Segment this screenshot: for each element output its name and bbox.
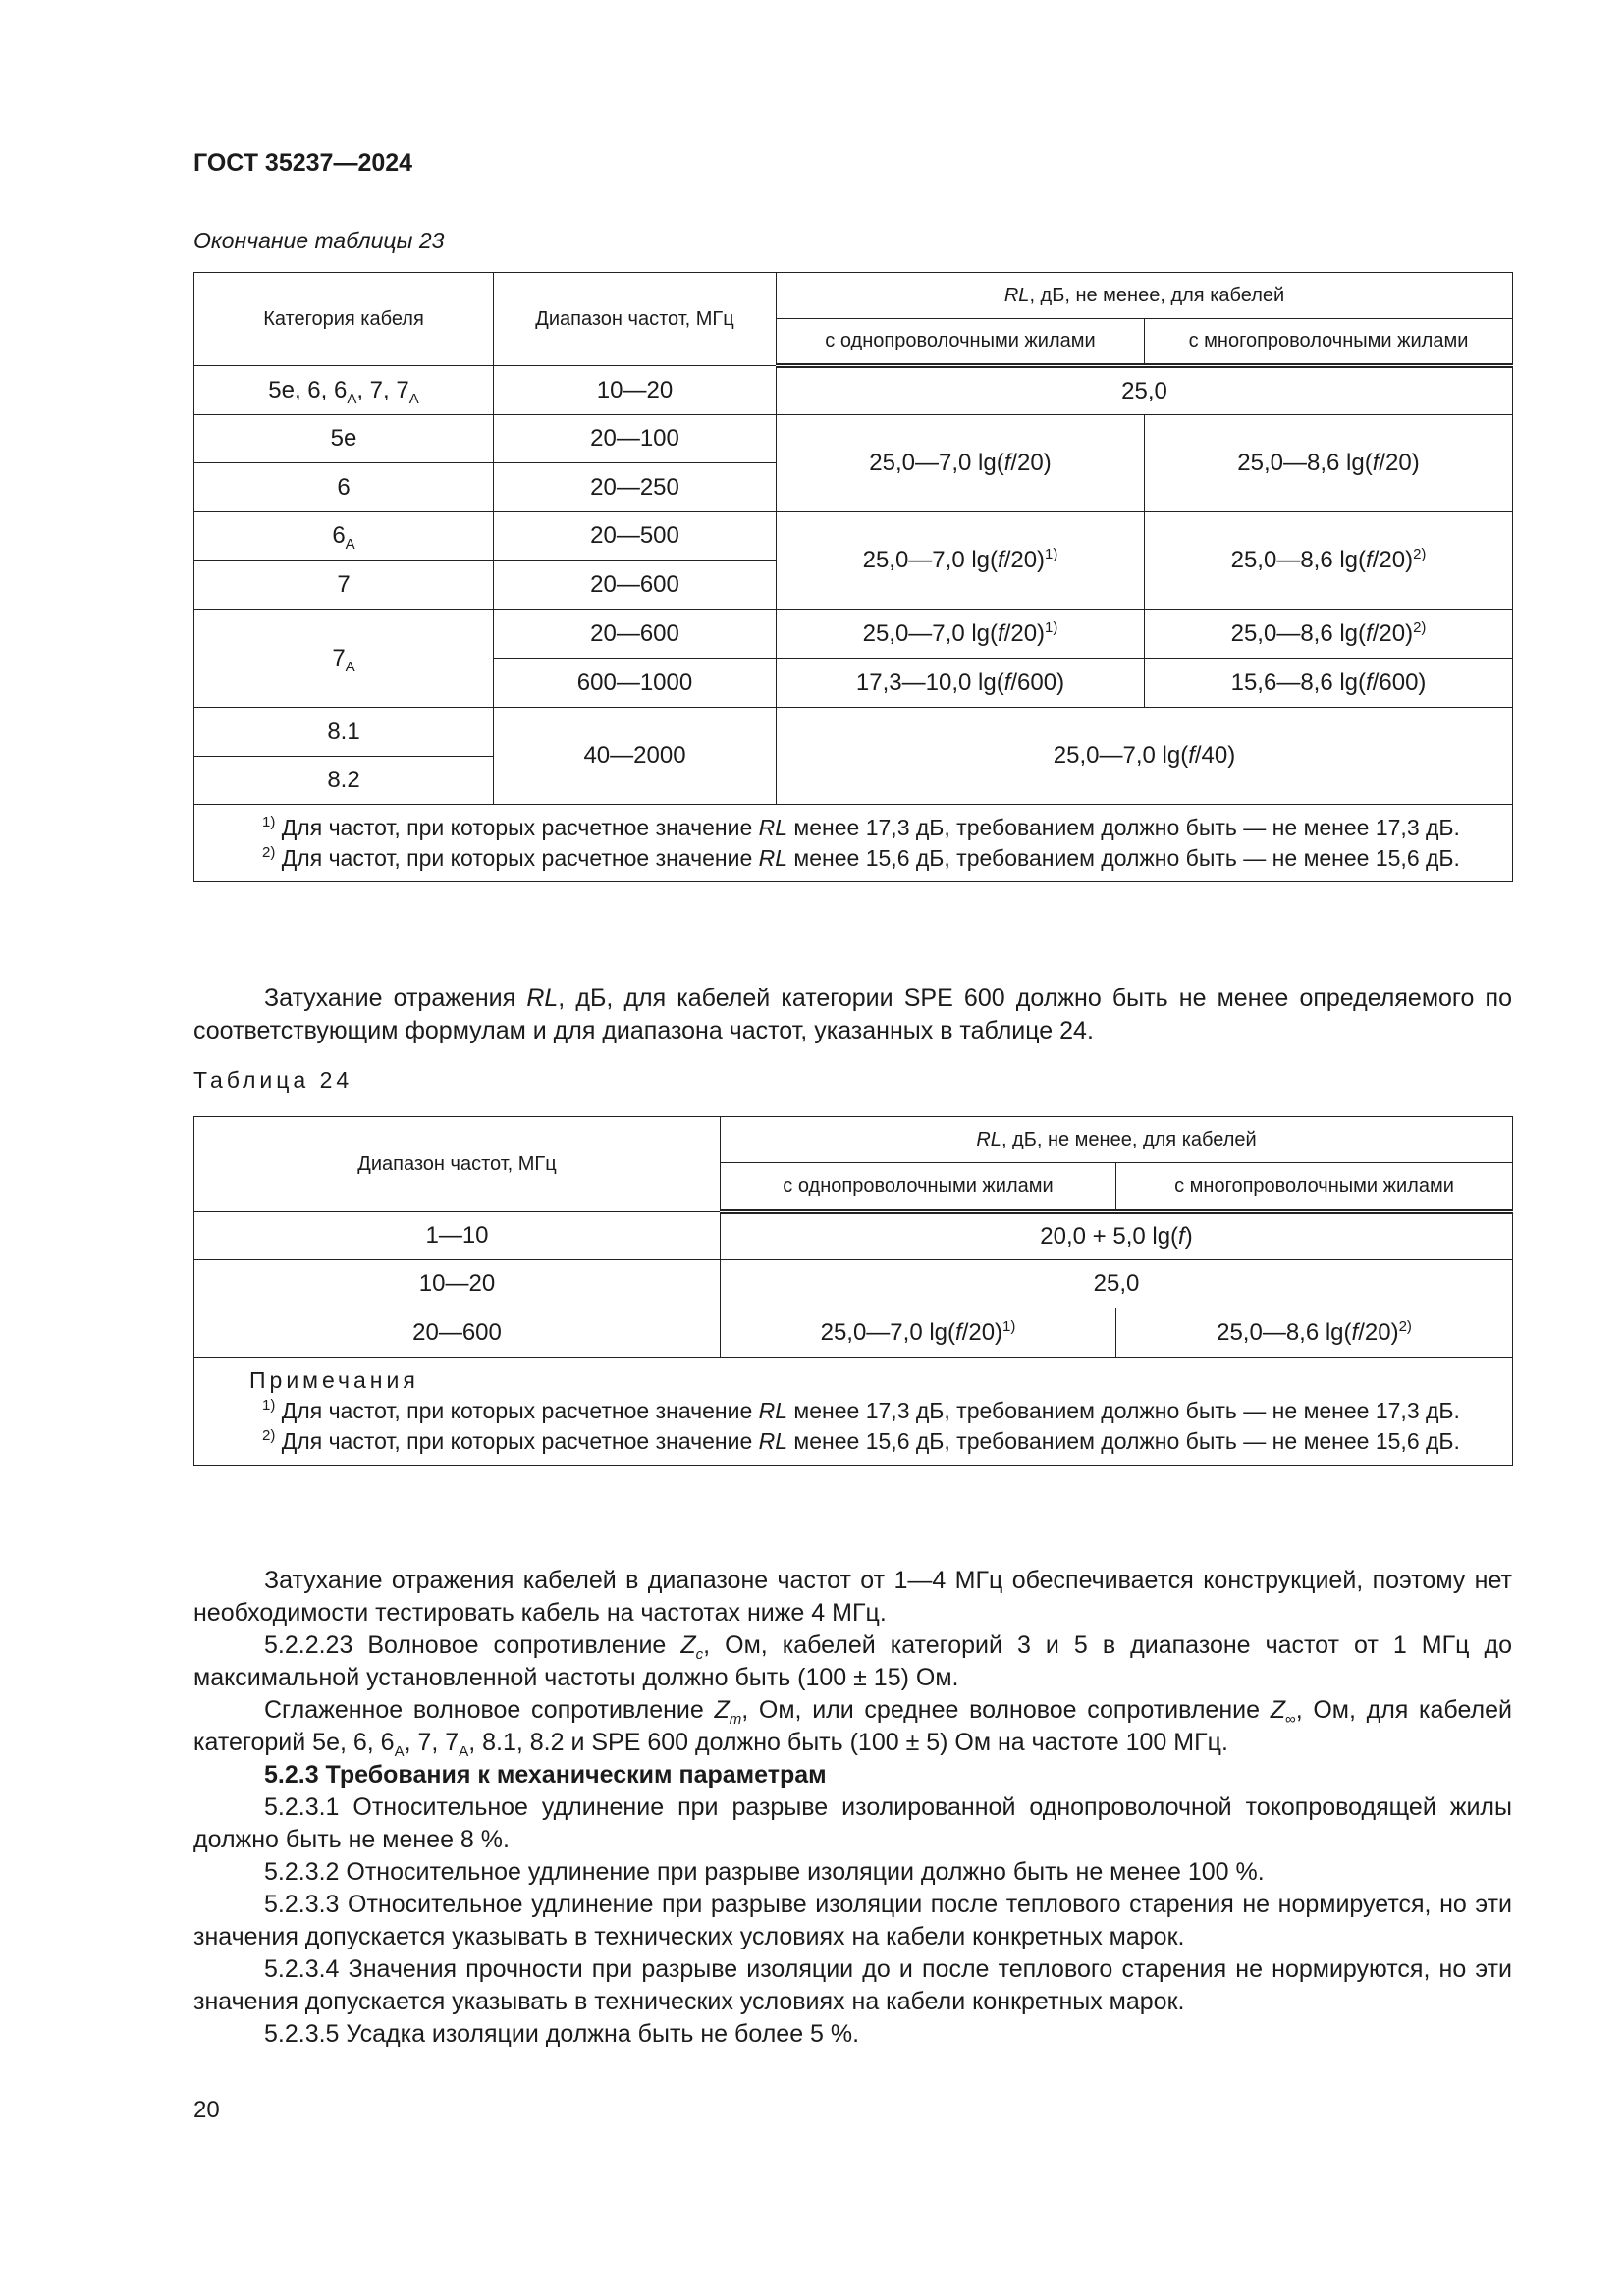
table-cell: 20—600 <box>194 1308 721 1358</box>
table-23-header-solid: с однопроволочными жилами <box>777 319 1145 366</box>
table-cell: 25,0 <box>777 366 1513 415</box>
paragraph: Сглаженное волновое сопротивление $Z_m$, Ом, или среднее волновое сопротивление $Z_\infty$, Ом, для кабелей категорий 5е, 6, $6_A$, 7, $7_A$, 8.1, 8.2 и SPE 600 должно быть (100 ± 5) Ом на частоте 100 МГц. <box>193 1696 1512 1760</box>
table-23-header-stranded: с многопроволочными жилами <box>1145 319 1513 366</box>
table-cell: 6 <box>194 463 494 512</box>
table-cell: $7_A$ <box>194 610 494 708</box>
footnote-2: $^{2)}$ Для частот, при которых расчетное значение RL менее 15,6 дБ, требованием должно быть — не менее 15,6 дБ. <box>262 844 1460 871</box>
table-cell: 25,0—7,0 $\lg(f/20)^{1)}$ <box>777 512 1145 610</box>
table-24-caption: Таблица 24 <box>193 1067 353 1093</box>
table-cell: 10—20 <box>494 366 777 415</box>
notes-title: Примечания <box>249 1367 419 1393</box>
document-header: ГОСТ 35237—2024 <box>193 149 413 177</box>
table-cell: 15,6—8,6 lg(f/600) <box>1145 659 1513 708</box>
paragraph-5-2-3-2: 5.2.3.2 Относительное удлинение при разрыве изоляции должно быть не менее 100 %. <box>264 1858 1265 1886</box>
table-24-header-solid: с однопроволочными жилами <box>721 1163 1116 1212</box>
table-cell: 25,0—7,0 lg(f/40) <box>777 708 1513 805</box>
table-cell: 25,0—8,6 $\lg(f/20)^{2)}$ <box>1116 1308 1513 1358</box>
table-cell: 5е, 6, $6_A$, 7, $7_A$ <box>194 366 494 415</box>
table-23-header-frequency: Диапазон частот, МГц <box>494 273 777 366</box>
table-cell: 20—100 <box>494 415 777 463</box>
table-cell: 25,0—7,0 $\lg(f/20)^{1)}$ <box>721 1308 1116 1358</box>
table-cell: 40—2000 <box>494 708 777 805</box>
table-row <box>194 708 1513 757</box>
table-23-footnotes <box>194 805 1513 882</box>
table-cell: 25,0—8,6 $\lg(f/20)^{2)}$ <box>1145 512 1513 610</box>
section-heading: 5.2.3 Требования к механическим параметрам <box>264 1761 827 1789</box>
table-cell: 20—600 <box>494 610 777 659</box>
paragraph-5-2-2-23: 5.2.2.23 Волновое сопротивление $Z_c$, Ом, кабелей категорий 3 и 5 в диапазоне частот от 1 МГц до максимальной установленной частоты должно быть (100 ± 15) Ом. <box>193 1631 1512 1691</box>
table-cell: 1—10 <box>194 1212 721 1260</box>
table-cell: 17,3—10,0 lg(f/600) <box>777 659 1145 708</box>
table-row <box>194 1308 1513 1358</box>
page-number: 20 <box>193 2097 220 2123</box>
paragraph-5-2-3-4: 5.2.3.4 Значения прочности при разрыве изоляции до и после теплового старения не нормируются, но эти значения допускается указывать в технических условиях на кабели конкретных марок. <box>193 1955 1512 2015</box>
paragraph-5-2-3-1: 5.2.3.1 Относительное удлинение при разрыве изолированной однопроволочной токопроводящей жилы должно быть не менее 8 %. <box>193 1793 1512 1853</box>
table-24 <box>193 1116 1513 1466</box>
table-row <box>194 366 1513 415</box>
paragraph-5-2-3-5: 5.2.3.5 Усадка изоляции должна быть не более 5 %. <box>264 2020 860 2048</box>
table-24-header-frequency: Диапазон частот, МГц <box>194 1117 721 1212</box>
table-cell: 20—250 <box>494 463 777 512</box>
paragraph-rl-spe600: Затухание отражения RL, дБ, для кабелей категории SPE 600 должно быть не менее определяемого по соответствующим формулам и для диапазона частот, указанных в таблице 24. <box>193 985 1512 1044</box>
table-cell: $6_A$ <box>194 512 494 561</box>
table-row <box>194 512 1513 561</box>
table-cell: 8.2 <box>194 757 494 805</box>
table-23-caption: Окончание таблицы 23 <box>193 228 445 253</box>
table-row <box>194 1212 1513 1260</box>
table-footnotes-row <box>194 805 1513 882</box>
table-23 <box>193 272 1513 882</box>
body-text <box>193 1565 1512 2051</box>
table-cell: 20,0 + 5,0 lg(f) <box>721 1212 1513 1260</box>
table-cell: 5е <box>194 415 494 463</box>
table-cell: 25,0 <box>721 1260 1513 1308</box>
table-23-header-rl: RL, дБ, не менее, для кабелей <box>777 273 1513 319</box>
table-cell: 25,0—8,6 lg(f/20) <box>1145 415 1513 512</box>
table-24-header-stranded: с многопроволочными жилами <box>1116 1163 1513 1212</box>
table-cell: 25,0—7,0 lg(f/20) <box>777 415 1145 512</box>
table-cell: 25,0—8,6 $\lg(f/20)^{2)}$ <box>1145 610 1513 659</box>
table-row <box>194 415 1513 463</box>
footnote-1: $^{1)}$ Для частот, при которых расчетное значение RL менее 17,3 дБ, требованием должно быть — не менее 17,3 дБ. <box>262 1397 1460 1423</box>
table-24-header-rl: RL, дБ, не менее, для кабелей <box>721 1117 1513 1163</box>
table-notes-row <box>194 1358 1513 1466</box>
table-cell: 7 <box>194 561 494 610</box>
table-cell: 25,0—7,0 $\lg(f/20)^{1)}$ <box>777 610 1145 659</box>
footnote-1: $^{1)}$ Для частот, при которых расчетное значение RL менее 17,3 дБ, требованием должно быть — не менее 17,3 дБ. <box>262 814 1460 840</box>
footnote-2: $^{2)}$ Для частот, при которых расчетное значение RL менее 15,6 дБ, требованием должно быть — не менее 15,6 дБ. <box>262 1427 1460 1454</box>
table-cell: 10—20 <box>194 1260 721 1308</box>
table-23-header-category: Категория кабеля <box>194 273 494 366</box>
table-cell: 20—600 <box>494 561 777 610</box>
table-row <box>194 610 1513 659</box>
table-cell: 600—1000 <box>494 659 777 708</box>
table-cell: 20—500 <box>494 512 777 561</box>
table-row <box>194 1260 1513 1308</box>
table-24-notes <box>194 1358 1513 1466</box>
paragraph-5-2-3-3: 5.2.3.3 Относительное удлинение при разрыве изоляции после теплового старения не нормируется, но эти значения допускается указывать в технических условиях на кабели конкретных марок. <box>193 1891 1512 1950</box>
table-cell: 8.1 <box>194 708 494 757</box>
paragraph: Затухание отражения кабелей в диапазоне частот от 1—4 МГц обеспечивается конструкцией, поэтому нет необходимости тестировать кабель на частотах ниже 4 МГц. <box>193 1567 1512 1627</box>
